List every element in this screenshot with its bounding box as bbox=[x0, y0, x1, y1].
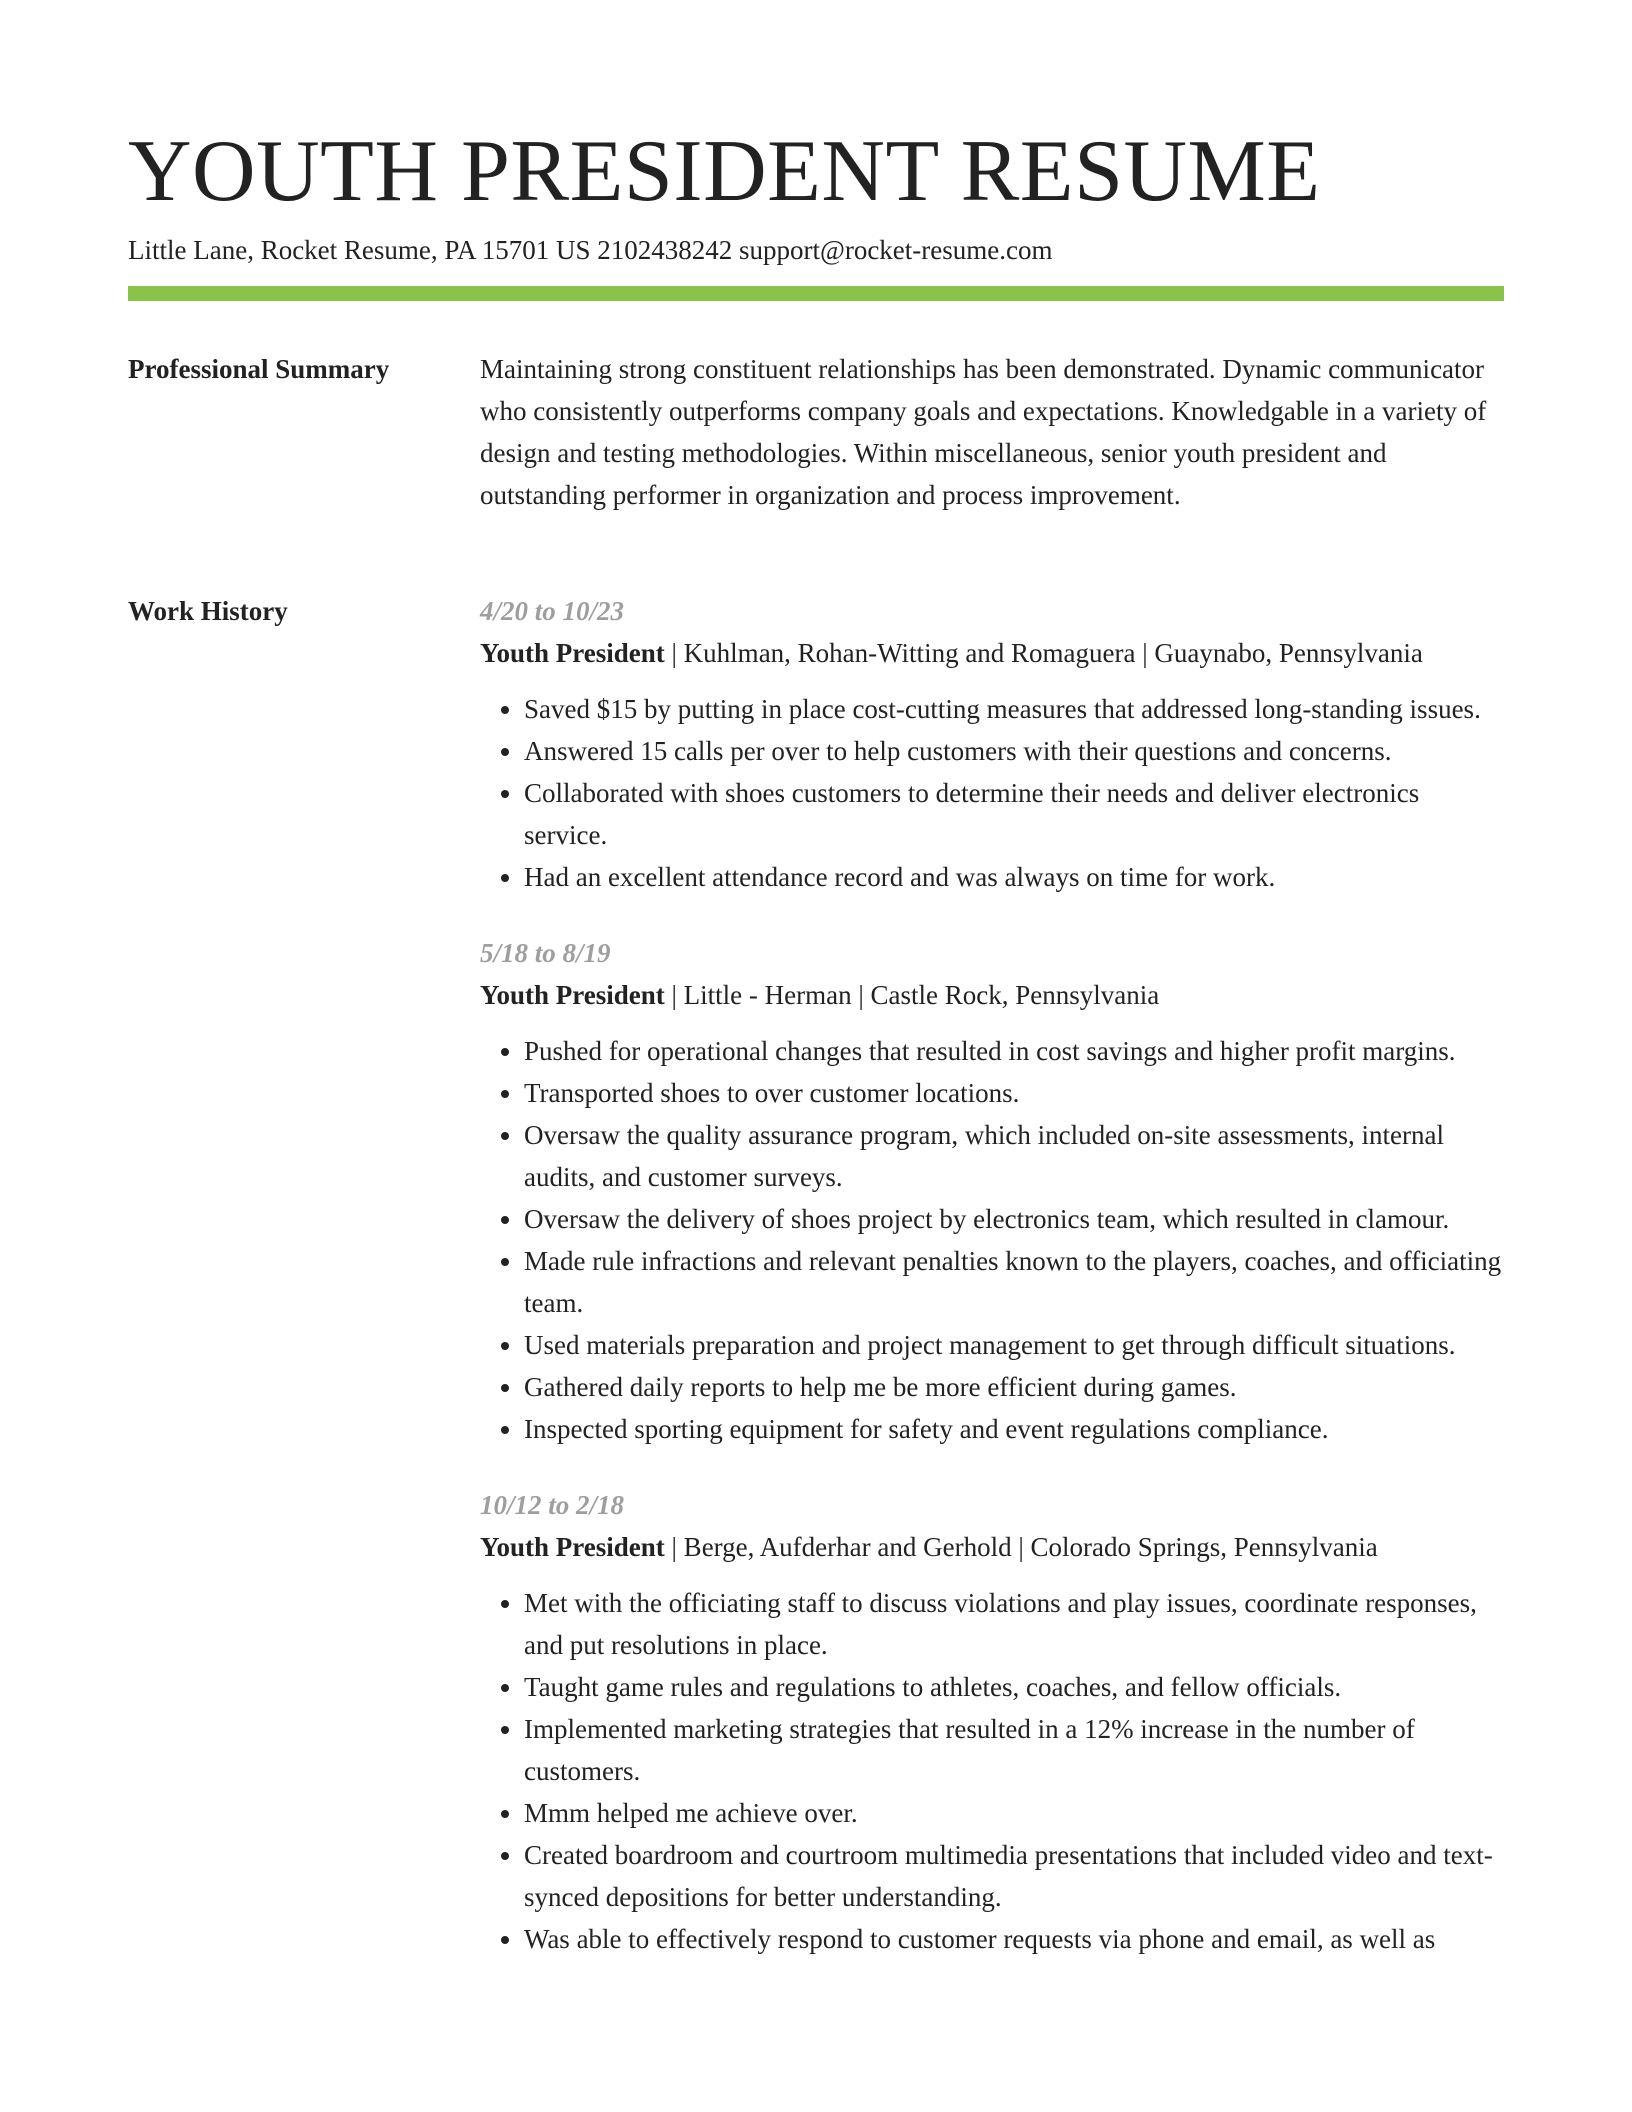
job-title: Youth President bbox=[480, 980, 665, 1010]
job-bullets bbox=[480, 1030, 1504, 1450]
job-bullet: • Saved $15 by putting in place cost-cutting measures that addressed long-standing issues. bbox=[524, 688, 1504, 730]
job-bullet: • Oversaw the quality assurance program, which included on-site assessments, internal audits, and customer surveys. bbox=[524, 1114, 1504, 1198]
job-heading bbox=[480, 974, 1504, 1016]
job-bullet: • Taught game rules and regulations to athletes, coaches, and fellow officials. bbox=[524, 1666, 1504, 1708]
job-bullet: • Was able to effectively respond to customer requests via phone and email, as well as bbox=[524, 1918, 1504, 1960]
job-title: Youth President bbox=[480, 638, 665, 668]
summary-body bbox=[480, 348, 1504, 516]
job-bullet: • Inspected sporting equipment for safety and event regulations compliance. bbox=[524, 1408, 1504, 1450]
job-details: | Little - Herman | Castle Rock, Pennsylvania bbox=[664, 980, 1160, 1010]
header-divider bbox=[128, 286, 1504, 301]
job-bullet: • Created boardroom and courtroom multimedia presentations that included video and text-synced depositions for better understanding. bbox=[524, 1834, 1504, 1918]
job-bullet: • Had an excellent attendance record and was always on time for work. bbox=[524, 856, 1504, 898]
job-details: | Berge, Aufderhar and Gerhold | Colorado Springs, Pennsylvania bbox=[664, 1532, 1378, 1562]
job-bullet: • Gathered daily reports to help me be more efficient during games. bbox=[524, 1366, 1504, 1408]
job-heading bbox=[480, 1526, 1504, 1568]
job-bullets bbox=[480, 1582, 1504, 1960]
job-bullet: • Made rule infractions and relevant penalties known to the players, coaches, and officiating team. bbox=[524, 1240, 1504, 1324]
resume-title: YOUTH PRESIDENT RESUME bbox=[128, 123, 1321, 220]
job-heading bbox=[480, 632, 1504, 674]
job-bullet: • Implemented marketing strategies that resulted in a 12% increase in the number of customers. bbox=[524, 1708, 1504, 1792]
job-bullet: • Used materials preparation and project management to get through difficult situations. bbox=[524, 1324, 1504, 1366]
job-bullet: • Transported shoes to over customer locations. bbox=[524, 1072, 1504, 1114]
job-bullet: • Answered 15 calls per over to help customers with their questions and concerns. bbox=[524, 730, 1504, 772]
work-history-body bbox=[480, 590, 1504, 1994]
contact-line: Little Lane, Rocket Resume, PA 15701 US 2102438242 support@rocket-resume.com bbox=[128, 235, 1053, 265]
job-entry bbox=[480, 932, 1504, 1450]
section-label-work-history: Work History bbox=[128, 596, 288, 626]
job-bullets bbox=[480, 688, 1504, 898]
job-bullet: • Pushed for operational changes that resulted in cost savings and higher profit margins. bbox=[524, 1030, 1504, 1072]
summary-text: Maintaining strong constituent relationships has been demonstrated. Dynamic communicator who consistently outperforms company goals and expectations. Knowledgable in a variety of design and testing methodologies. Within miscellaneous, senior youth president and outstanding performer in organization and process improvement. bbox=[480, 354, 1487, 510]
job-bullet: • Mmm helped me achieve over. bbox=[524, 1792, 1504, 1834]
job-bullet: • Oversaw the delivery of shoes project by electronics team, which resulted in clamour. bbox=[524, 1198, 1504, 1240]
job-bullet: • Collaborated with shoes customers to determine their needs and deliver electronics service. bbox=[524, 772, 1504, 856]
job-bullet: • Met with the officiating staff to discuss violations and play issues, coordinate responses, and put resolutions in place. bbox=[524, 1582, 1504, 1666]
job-dates: 10/12 to 2/18 bbox=[480, 1490, 625, 1520]
job-dates: 5/18 to 8/19 bbox=[480, 938, 611, 968]
job-entry bbox=[480, 1484, 1504, 1960]
job-details: | Kuhlman, Rohan-Witting and Romaguera | Guaynabo, Pennsylvania bbox=[664, 638, 1423, 668]
job-title: Youth President bbox=[480, 1532, 665, 1562]
job-dates: 4/20 to 10/23 bbox=[480, 596, 625, 626]
section-label-summary: Professional Summary bbox=[128, 354, 390, 384]
job-entry bbox=[480, 590, 1504, 898]
